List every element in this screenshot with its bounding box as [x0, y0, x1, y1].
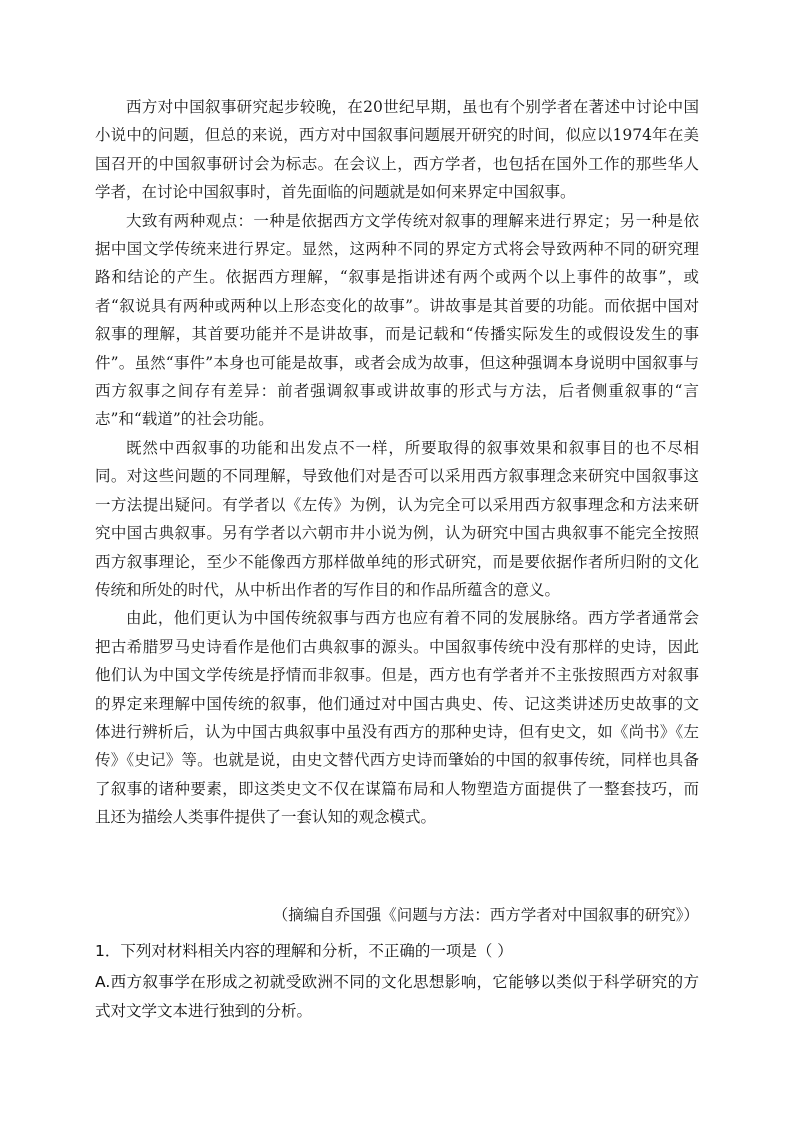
article-paragraph-1: 西方对中国叙事研究起步较晚，在20世纪早期，虽也有个别学者在著述中讨论中国小说中的问题，但总的来说，西方对中国叙事问题展开研究的时间，似应以1974年在美国召开的中国叙事研讨会为标志。在会议上，西方学者，也包括在国外工作的那些华人学者，在讨论中国叙事时，首先面临的问题就是如何来界定中国叙事。 [95, 98, 699, 202]
article-paragraph-3: 既然中西叙事的功能和出发点不一样，所要取得的叙事效果和叙事目的也不尽相同。对这些问题的不同理解，导致他们对是否可以采用西方叙事理念来研究中国叙事这一方法提出疑问。有学者以《左传》为例，认为完全可以采用西方叙事理念和方法来研究中国古典叙事。另有学者以六朝市井小说为例，认为研究中国古典叙事不能完全按照西方叙事理论，至少不能像西方那样做单纯的形式研究，而是要依据作者所归附的文化传统和所处的时代，从中析出作者的写作目的和作品所蕴含的意义。 [95, 438, 699, 599]
article-body [95, 93, 699, 832]
question-stem: 1．下列对材料相关内容的理解和分析，不正确的一项是（ ） [95, 942, 513, 960]
article-paragraph-2: 大致有两种观点：一种是依据西方文学传统对叙事的理解来进行界定；另一种是依据中国文学传统来进行界定。显然，这两种不同的界定方式将会导致两种不同的研究理路和结论的产生。依据西方理解，“叙事是指讲述有两个或两个以上事件的故事”，或者“叙说具有两种或两种以上形态变化的故事”。讲故事是其首要的功能。而依据中国对叙事的理解，其首要功能并不是讲故事，而是记载和“传播实际发生的或假设发生的事件”。虽然“事件”本身也可能是故事，或者会成为故事，但这种强调本身说明中国叙事与西方叙事之间存有差异：前者强调叙事或讲故事的形式与方法，后者侧重叙事的“言志”和“载道”的社会功能。 [95, 211, 699, 429]
article-source: （摘编自乔国强《问题与方法：西方学者对中国叙事的研究》） [272, 906, 699, 924]
question-1 [95, 937, 699, 1026]
article-paragraph-4: 由此，他们更认为中国传统叙事与西方也应有着不同的发展脉络。西方学者通常会把古希腊罗马史诗看作是他们古典叙事的源头。中国叙事传统中没有那样的史诗，因此他们认为中国文学传统是抒情而非叙事。但是，西方也有学者并不主张按照西方对叙事的界定来理解中国传统的叙事，他们通过对中国古典史、传、记这类讲述历史故事的文体进行辨析后，认为中国古典叙事中虽没有西方的那种史诗，但有史文，如《尚书》《左传》《史记》等。也就是说，由史文替代西方史诗而肇始的中国的叙事传统，同样也具备了叙事的诸种要素，即这类史文不仅在谋篇布局和人物塑造方面提供了一整套技巧，而且还为描绘人类事件提供了一套认知的观念模式。 [95, 609, 699, 827]
option-a: A.西方叙事学在形成之初就受欧洲不同的文化思想影响，它能够以类似于科学研究的方式对文学文本进行独到的分析。 [95, 973, 699, 1020]
